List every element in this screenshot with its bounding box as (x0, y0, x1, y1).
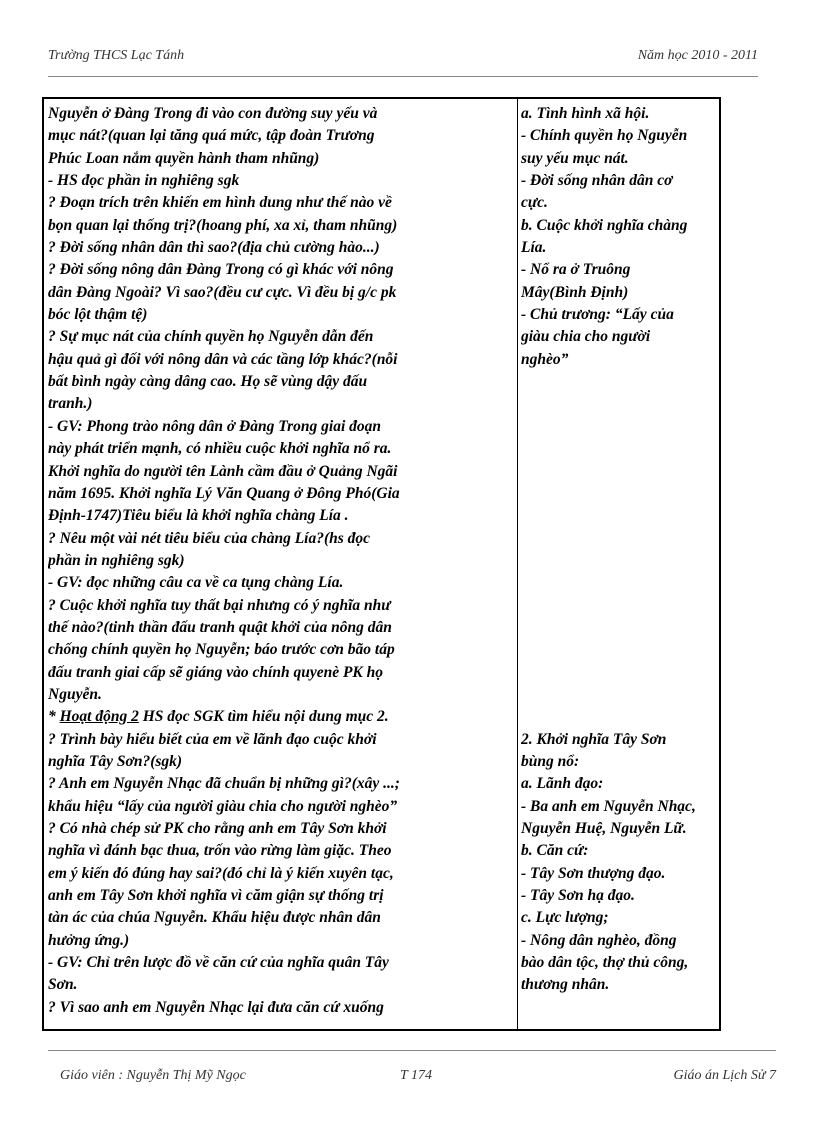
content-line: thương nhân. (521, 976, 610, 994)
content-line: bào dân tộc, thợ thủ công, (521, 954, 689, 972)
text-line: bóc lột thậm tệ) (48, 306, 148, 324)
text-line: nghĩa Tây Sơn?(sgk) (48, 752, 183, 770)
content-line: suy yếu mục nát. (521, 149, 629, 167)
text-line: anh em Tây Sơn khởi nghĩa vì căm giận sự thống trị (48, 887, 384, 905)
text-line: thế nào?(tinh thần đấu tranh quật khởi của nông dân (48, 618, 392, 636)
content-line: - Chủ trương: “Lấy của (521, 306, 674, 324)
text-line: tàn ác của chúa Nguyễn. Khẩu hiệu được nhân dân (48, 909, 381, 927)
text-line: Nguyễn. (48, 685, 102, 703)
text-line: - HS đọc phần in nghiêng sgk (48, 172, 240, 190)
footer-subject: Giáo án Lịch Sử 7 (673, 1068, 776, 1083)
text-line: ? Anh em Nguyễn Nhạc đã chuẩn bị những gì?(xây ...; (48, 775, 400, 793)
text-line: Khởi nghĩa do người tên Lành cầm đầu ở Quảng Ngãi (48, 462, 398, 480)
text-line: dân Đàng Ngoài? Vì sao?(đều cư cực. Vì đều bị g/c pk (48, 283, 397, 301)
content-line: nghèo” (521, 350, 569, 368)
content-line: - Nông dân nghèo, đồng (521, 931, 677, 949)
text-line: chống chính quyền họ Nguyễn; báo trước cơn bão táp (48, 641, 395, 659)
activity-title: Hoạt động 2 (59, 708, 139, 726)
content-line: b. Căn cứ: (521, 842, 589, 860)
content-line: - Đời sống nhân dân cơ (521, 172, 673, 190)
text-line: Định-1747)Tiêu biểu là khởi nghĩa chàng Lía . (48, 507, 349, 525)
activity-text: HS đọc SGK tìm hiểu nội dung mục 2. (142, 708, 389, 726)
text-line: hưởng ứng.) (48, 931, 130, 949)
text-line: - GV: Phong trào nông dân ở Đàng Trong giai đoạn (48, 417, 382, 435)
text-line: bọn quan lại thống trị?(hoang phí, xa xỉ, tham nhũng) (48, 216, 398, 234)
content-line: - Tây Sơn thượng đạo. (521, 864, 666, 882)
text-line: ? Nêu một vài nét tiêu biểu của chàng Lía?(hs đọc (48, 529, 371, 547)
content-line: - Nổ ra ở Truông (521, 261, 631, 279)
text-line: ? Đời sống nông dân Đàng Trong có gì khác với nông (48, 261, 394, 279)
text-line: ? Trình bày hiểu biết của em về lãnh đạo cuộc khởi (48, 730, 377, 748)
text-line: Sơn. (48, 976, 78, 994)
text-line: khẩu hiệu “lấy của người giàu chia cho người nghèo” (48, 797, 398, 815)
text-line: hậu quả gì đối với nông dân và các tầng lớp khác?(nỗi (48, 350, 398, 368)
page-number: T 174 (400, 1068, 433, 1083)
content-line: Lía. (521, 239, 547, 257)
content-line: Nguyễn Huệ, Nguyễn Lữ. (521, 820, 687, 837)
text-line: đấu tranh giai cấp sẽ giáng vào chính quyenè PK họ (48, 663, 384, 681)
teaching-activities-column (48, 103, 514, 1019)
text-line: nghĩa vì đánh bạc thua, trốn vào rừng làm giặc. Theo (48, 842, 392, 860)
text-line: Phúc Loan nắm quyền hành tham nhũng) (48, 149, 320, 167)
text-line: em ý kiến đó đúng hay sai?(đó chỉ là ý kiến xuyên tạc, (48, 864, 394, 882)
content-line: - Ba anh em Nguyễn Nhạc, (521, 797, 696, 815)
content-line: a. Tình hình xã hội. (521, 105, 650, 122)
content-line: b. Cuộc khởi nghĩa chàng (521, 216, 688, 234)
text-line: ? Cuộc khởi nghĩa tuy thất bại nhưng có ý nghĩa như (48, 596, 391, 614)
header-school-year: Năm học 2010 - 2011 (637, 48, 758, 63)
activity-bullet: * (48, 708, 60, 726)
text-line: mục nát?(quan lại tăng quá mức, tập đoàn Trương (48, 127, 375, 145)
text-line: ? Sự mục nát của chính quyền họ Nguyễn dẫn đến (48, 328, 374, 346)
text-line: bất bình ngày càng dâng cao. Họ sẽ vùng dậy đấu (48, 373, 368, 391)
column-divider (517, 99, 518, 1029)
header-school: Trường THCS Lạc Tánh (48, 48, 185, 63)
content-line: Mây(Bình Định) (521, 283, 629, 301)
activity-2-heading (48, 706, 514, 728)
text-line: ? Đoạn trích trên khiến em hình dung như thế nào về (48, 194, 392, 212)
content-line: bùng nổ: (521, 752, 580, 770)
text-line: ? Có nhà chép sử PK cho rằng anh em Tây Sơn khởi (48, 820, 387, 837)
content-line: giàu chia cho người (521, 328, 651, 346)
content-line: 2. Khởi nghĩa Tây Sơn (521, 730, 667, 748)
text-line: ? Đời sống nhân dân thì sao?(địa chủ cường hào...) (48, 239, 380, 257)
content-line: c. Lực lượng; (521, 909, 609, 927)
text-line: năm 1695. Khởi nghĩa Lý Văn Quang ở Đông Phó(Gia (48, 484, 400, 502)
content-line: - Chính quyền họ Nguyễn (521, 127, 688, 145)
text-line: tranh.) (48, 395, 93, 413)
text-line: - GV: Chỉ trên lược đồ về căn cứ của nghĩa quân Tây (48, 954, 389, 972)
footer-teacher: Giáo viên : Nguyễn Thị Mỹ Ngọc (60, 1068, 246, 1083)
lesson-table (42, 97, 721, 1031)
text-line: này phát triển mạnh, có nhiều cuộc khởi nghĩa nổ ra. (48, 440, 392, 458)
text-line: Nguyễn ở Đàng Trong đi vào con đường suy yếu và (48, 105, 378, 122)
header-rule (48, 76, 758, 77)
content-line: cực. (521, 194, 548, 212)
text-line: - GV: đọc những câu ca về ca tụng chàng Lía. (48, 574, 344, 592)
lesson-content-column (521, 103, 716, 997)
text-line: phần in nghiêng sgk) (48, 551, 185, 569)
content-line: a. Lãnh đạo: (521, 775, 604, 793)
footer-rule (48, 1050, 776, 1051)
content-line: - Tây Sơn hạ đạo. (521, 887, 635, 905)
text-line: ? Vì sao anh em Nguyễn Nhạc lại đưa căn cứ xuống (48, 998, 384, 1016)
